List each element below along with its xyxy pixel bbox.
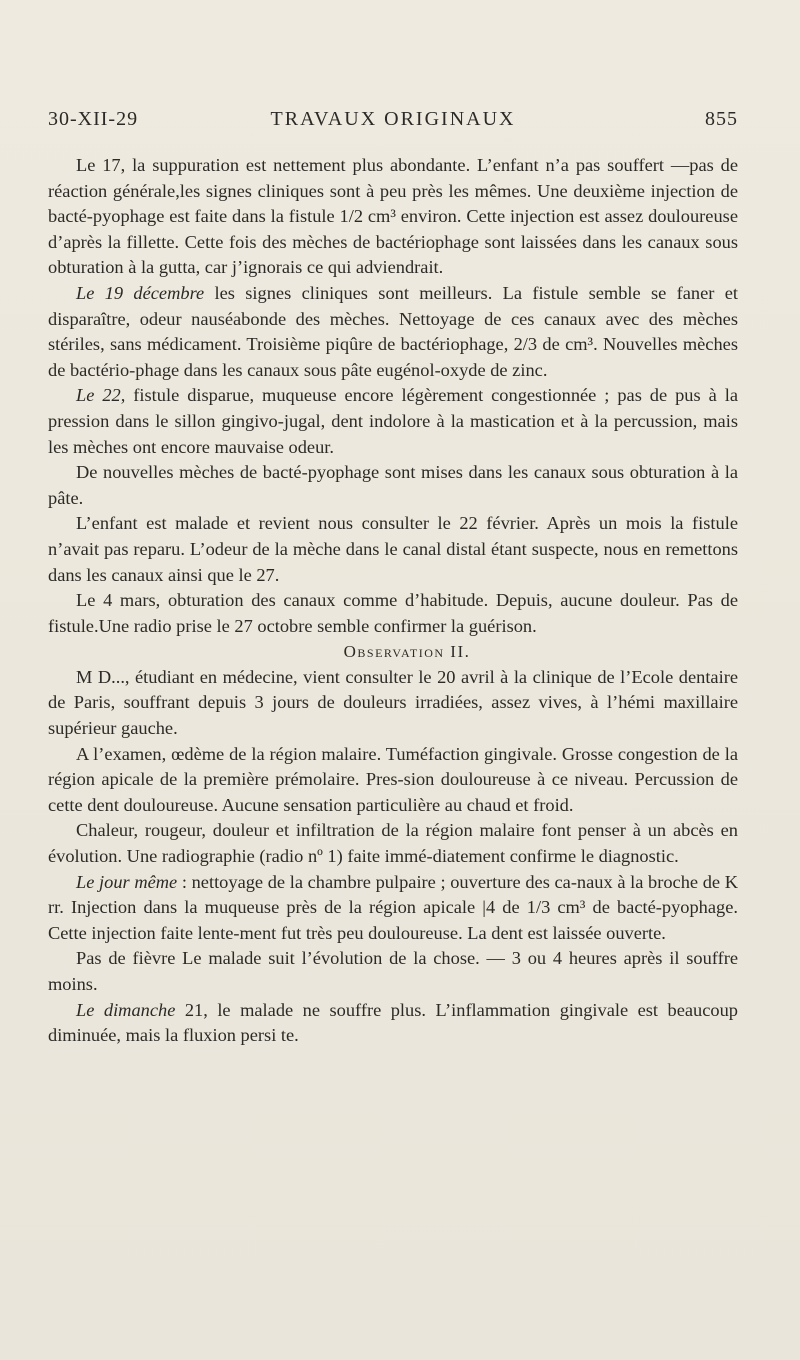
date-lead: Le dimanche: [76, 999, 176, 1020]
date-lead: Le jour même: [76, 871, 178, 892]
header-section-title: TRAVAUX ORIGINAUX: [270, 108, 516, 130]
paragraph: Le dimanche 21, le malade ne souffre plus. L’inflammation gingivale est beaucoup diminuée, mais la fluxion persi te.: [48, 999, 738, 1046]
header-date: 30-XII-29: [48, 108, 139, 130]
paragraph: Le 4 mars, obturation des canaux comme d’habitude. Depuis, aucune douleur. Pas de fistule.Une radio prise le 27 octobre semble confirmer la guérison.: [48, 590, 738, 636]
paragraph: Chaleur, rougeur, douleur et infiltration de la région malaire font penser à un abcès en évolution. Une radiographie (radio nº 1) faite immé-diatement confirme le diagnostic.: [48, 820, 738, 867]
date-lead: Le 19 décembre: [76, 282, 205, 303]
paragraph: Pas de fièvre Le malade suit l’évolution de la chose. — 3 ou 4 heures après il souffre moins.: [48, 948, 738, 994]
paragraph: Le 19 décembre les signes cliniques sont meilleurs. La fistule semble se faner et disparaître, odeur nauséabonde des mèches. Nettoyage de ces canaux avec des mèches stériles, sans médicament. Troisième piqûre de bactériophage, 2/3 de cm³. Nouvelles mèches de bactério-phage dans les canaux sous pâte eugénol-oxyde de zinc.: [48, 282, 738, 380]
paragraph: Le 17, la suppuration est nettement plus abondante. L’enfant n’a pas souffert —pas de réaction générale,les signes cliniques sont à peu près les mêmes. Une deuxième injection de bacté-pyophage est faite dans la fistule 1/2 cm³ environ. Cette injection est assez douloureuse d’après la fillette. Cette fois des mèches de bactériophage sont laissées dans les canaux sous obturation à la gutta, car j’ignorais ce qui adviendrait.: [48, 155, 738, 278]
body-text: [48, 153, 738, 1049]
paragraph: Le 22, fistule disparue, muqueuse encore légèrement congestionnée ; pas de pus à la pression dans le sillon gingivo-jugal, dent indolore à la mastication et à la percussion, mais les mèches ont encore mauvaise odeur.: [48, 385, 738, 457]
date-lead: Le 22,: [76, 385, 126, 406]
observation-heading: Observation II.: [343, 642, 471, 662]
running-head: [48, 108, 738, 138]
page-number: 855: [705, 108, 738, 130]
paragraph: M D..., étudiant en médecine, vient consulter le 20 avril à la clinique de l’Ecole dentaire de Paris, souffrant depuis 3 jours de douleurs irradiées, assez vives, à l’hémi maxillaire supérieur gauche.: [48, 666, 738, 739]
paragraph: De nouvelles mèches de bacté-pyophage sont mises dans les canaux sous obturation à la pâte.: [48, 462, 738, 508]
paragraph: Le jour même : nettoyage de la chambre pulpaire ; ouverture des ca-naux à la broche de K rr. Injection dans la muqueuse près de la région apicale |4 de 1/3 cm³ de bacté-pyophage. Cette injection faite lente-ment fut très peu douloureuse. La dent est laissée ouverte.: [48, 871, 738, 943]
paragraph: L’enfant est malade et revient nous consulter le 22 février. Après un mois la fistule n’avait pas reparu. L’odeur de la mèche dans le canal distal étant suspecte, nous en remettons dans les canaux ainsi que le 27.: [48, 513, 738, 585]
paragraph: A l’examen, œdème de la région malaire. Tuméfaction gingivale. Grosse congestion de la région apicale de la première prémolaire. Pres-sion douloureuse à ce niveau. Percussion de cette dent douloureuse. Aucune sensation particulière au chaud et froid.: [48, 743, 738, 815]
